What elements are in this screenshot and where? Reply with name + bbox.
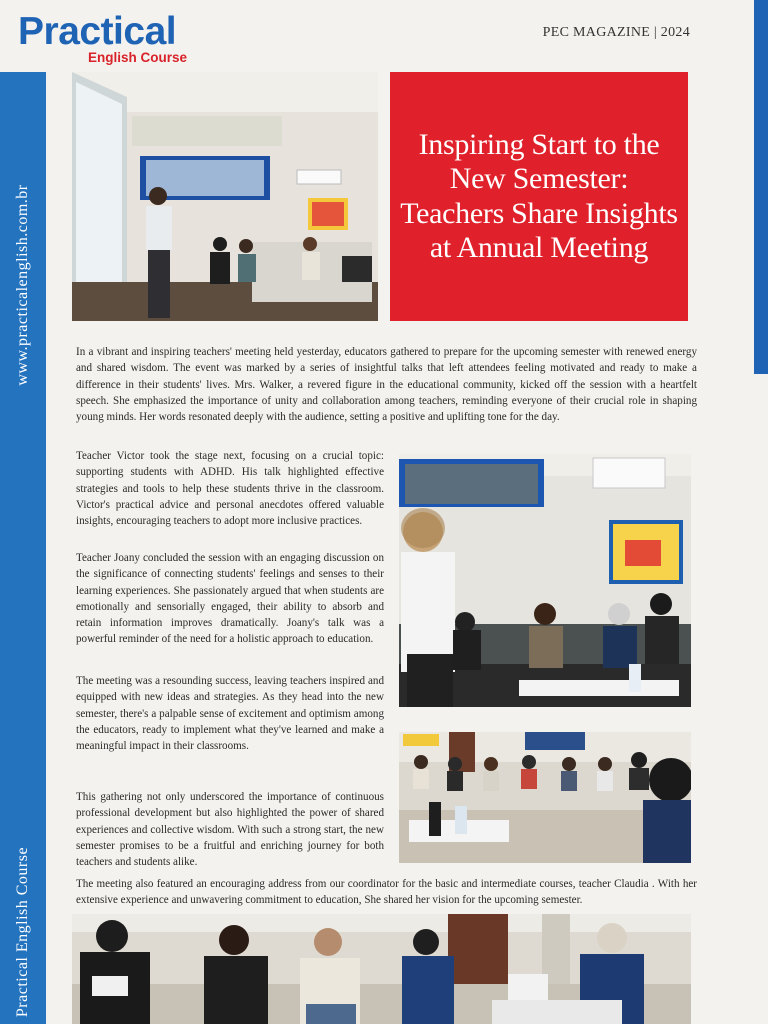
logo-wordmark: Practical [18, 10, 177, 53]
article-paragraph: Teacher Joany concluded the session with an engaging discussion on the significance of connecting students' feelings and senses to their learning experiences. She passionately argued that when students are emotionally and sensorially engaged, their ability to absorb and retain information improves dramatically. Joany's talk was a powerful reminder of the need for a holistic approach to education. [76, 552, 384, 646]
article-title-box [390, 72, 688, 321]
right-accent-bar [754, 0, 768, 374]
article-paragraph: Teacher Victor took the stage next, focusing on a crucial topic: supporting students with ADHD. His talk highlighted effective strategies and tools to help these students thrive in the classroom. Victor's practical advice and personal anecdotes offered valuable insights, encouraging teachers to adopt more inclusive practices. [76, 450, 384, 528]
logo [18, 10, 218, 66]
article-paragraph: The meeting also featured an encouraging address from our coordinator for the basic and intermediate courses, teacher Claudia . With her extensive experience and unwavering commitment to education, She shared her vision for the upcoming semester. [76, 878, 697, 907]
sidebar-course-name: Practical English Course [14, 846, 31, 1018]
article-paragraph: This gathering not only underscored the importance of continuous professional development but also highlighted the power of shared experiences and collective wisdom. With such a strong start, the new semester promises to be a fruitful and enriching journey for both teachers and students alike. [76, 791, 384, 869]
photo-presenter-whiteboard [72, 72, 378, 321]
photo-teachers-seated [399, 732, 691, 863]
sidebar-website: www.practicalenglish.com.br [14, 184, 31, 386]
article-title: Inspiring Start to the New Semester: Teachers Share Insights at Annual Meeting [400, 127, 678, 264]
photo-teachers-smiling [72, 914, 691, 1024]
logo-subtitle: English Course [88, 50, 188, 65]
article-paragraph: The meeting was a resounding success, leaving teachers inspired and equipped with new ideas and strategies. As they head into the new semester, there's a palpable sense of excitement and optimism among the educators, ready to implement what they've learned and make a meaningful impact in their classrooms. [76, 675, 384, 753]
left-sidebar [0, 72, 46, 1024]
photo-teacher-speaking [399, 454, 691, 707]
article-paragraph: In a vibrant and inspiring teachers' meeting held yesterday, educators gathered to prepare for the upcoming semester with renewed energy and shared wisdom. The event was marked by a series of insightful talks that left attendees feeling motivated and ready to make a difference in their students' lives. Mrs. Walker, a revered figure in the educational community, kicked off the session with a heartfelt speech. She emphasized the importance of unity and collaboration among teachers, reminding everyone of their crucial role in shaping young minds. Her words resonated deeply with the audience, setting a positive and uplifting tone for the day. [76, 346, 697, 424]
magazine-header: PEC MAGAZINE | 2024 [542, 25, 690, 40]
